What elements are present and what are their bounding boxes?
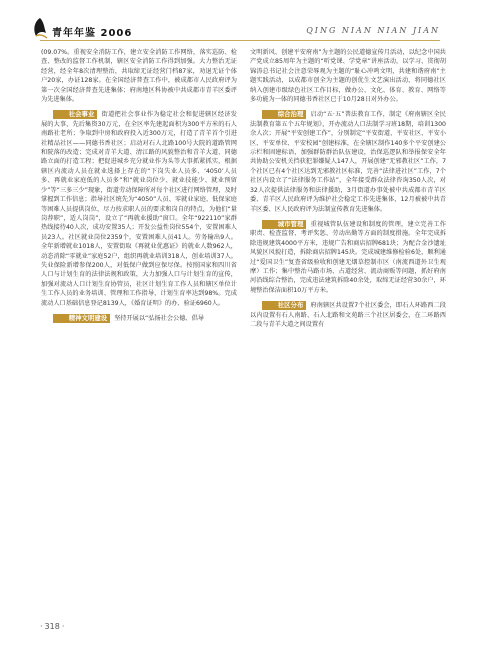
yearbook-logo-icon [30,16,50,40]
paragraph-text: 重视城管队伍建设和制度的管理，建立完善工作职责、检查监督、考评奖惩、劳动出勤等方面的制度措施。全年完成拆除违规建筑4000平方米，违规广告和商店招牌681块；为配合金沙遗址风貌区风貌打造，拆除商店招牌145块。完成城建维修检验6处，顺利通过“爱国卫生”复查省级验收和创建无烟草控制市区（南流西道外卫生观摩）工作；集中整治马路市场、占道经营、流动商贩等问题，抓好府南河沿线综合整治，完成违法建筑拆除40余处，取缔无证经营30余户，环境整治保洁面积10万平方米。 [250,220,446,294]
header-divider [40,40,440,41]
continued-paragraph [41,48,237,104]
left-text-column [41,48,237,329]
paragraph-text: 府南辖区共设置7个社区委会，即石人环路西二段以内设置有石人南路、石人北路和文苑路三个社区居委会，在二环路西二段与青羊大道之间设置有 [250,302,446,328]
section-heading: 城市管理 [262,220,306,229]
page-header [0,0,480,52]
paragraph-text: 街道把社会事业作为稳定社会和促进辖区经济发展的大事，先后集资30万元，在全区率先建起面积为300平方米的石人南路社老所；争取到中房和政府投入近300万元，打造了青羊首个引进社精品社区——同德书香社区；启动对石人北路100号大院的道路管网和院落的改造；完成对青羊大道、清江路的风貌整治和青羊大道、同德路立面的打造工程；把促进城乡充分就业作为头等大事抓紧抓实，根据辖区内流动人员在就业选择上存在的“下岗失业人员多、‘4050’人员多、再就业家庭低的人员多”和“就业岗位少、就业技能少、就业预留少”等“三多三少”现象，街道劳动保障所对每个社区进行网络管理，及时掌握到工作信息；指导社区统先为“4050”人员、零就业家庭、低保家庭等困难人员提供岗位，尽力按求职人员的要求和岗自的特点，为他们“量岗荐职”，适人岗岗”，设立了“再就业援助”窗口。全年“922110”家群热线接待40人次，成功安置35人；开发公益性岗位554个，安置困难人员23人。社区就业岗位2359个，安置困难人员41人。劳务输出9人。全年新增就业1018人，安置街取《再就业优惠证》的就业人数962人，动态消除“零就业”家庭52户，组织再就业培训318人，创业培训37人。失业保险新增参保200人，对低保户做到应保尽保。按照国家和四川省人口与计划生育的法律法规和政策，大力加强人口与计划生育的宣传，加强对流动人口计划生育协管员，社区计划生育工作人员和辖区单位计生工作人员的业务培训、管理和工作指导，计划生育率达到98%。完成流动人口基础信息登记8139人，《婚育证明》的办、验证6960人。 [41,111,237,307]
paragraph-text: 文明新风、创建平安府南”为主题的公民道德宣传月活动，以纪念中国共产党成立85周年为主题的“听党课、学党章”讲座活动，以学习、贯彻胡锦涛总书记社会注意荣辱观为主题的“耻心冲鸣文明，共建和谐府南”主题实践活动，以成都市创全为主题的创优生文艺演出活动，将同德社区纳入创建市级绿色社区工作目标，做办公、文化、体育、教育、网络等多功能为一体的同德书香社区已于10月28日对外办公。 [250,49,446,104]
section-heading: 综合治理 [262,110,306,119]
paragraph-text: 启动“五·五”普法教育工作，制定《府南辖区全民法制教育第五个五年规划》，开办流动人口法制学习班18期，培训1300余人次；开展“平安创建工作”，分别制定“平安街道、平安社区、平安小区、平安单位、平安校园”创建标准，在全辖区制作140多个平安创建公示栏和固建标语，加强群防群治队伍建设，治保巡逻队和举报保安全年共协助公安机关挡获犯罪嫌疑人147人，开展创建“无邪教社区”工作，7个社区已有4个社区达到无邪教社区标准，完善“法律进社区”工作，7个社区内设立了“法律服务工作站”，全年接受群众法律咨询350人次，对32人次提供法律服务和法律援助，3月街道办事处被中共成都市青羊区委、青羊区人民政府评为维护社会稳定工作先进集体，12月被被中共青羊区委、区人民政府评为法制宣传教育先进集体。 [250,111,446,213]
header-english-title: QING NIAN NIAN JIAN [306,26,440,35]
section-heading: 社会事业 [53,110,97,119]
continued-paragraph [250,48,446,104]
section-paragraph [250,301,446,329]
book-title: 青年年鉴 2006 [52,28,133,39]
right-text-column [250,48,446,335]
section-paragraph [41,110,237,308]
section-heading: 社区分布 [262,301,306,310]
section-paragraph [250,220,446,295]
section-heading: 精神文明建设 [53,314,110,323]
section-paragraph [250,110,446,213]
section-paragraph [41,314,237,323]
paragraph-text: (09.07%。重视安全消防工作，建立安全消防工作网络，落实巡防、检查、整改的监督工作机制，辖区安全消防工作得到加强。大力整治无证经营，经全年8次清理整治，共取缔无证经营门档87家，劝退无证个体户20家，办证128家。在全国经济普查工作中，被成都市人民政府评为第一次全国经济普查先进集体；府南地区科协被中共成都市青羊区委评为先进集体。 [41,49,237,104]
page-number: · 318 · [40,622,64,631]
paragraph-text: 坚持开展以“弘扬社会公德、倡导 [114,314,204,322]
